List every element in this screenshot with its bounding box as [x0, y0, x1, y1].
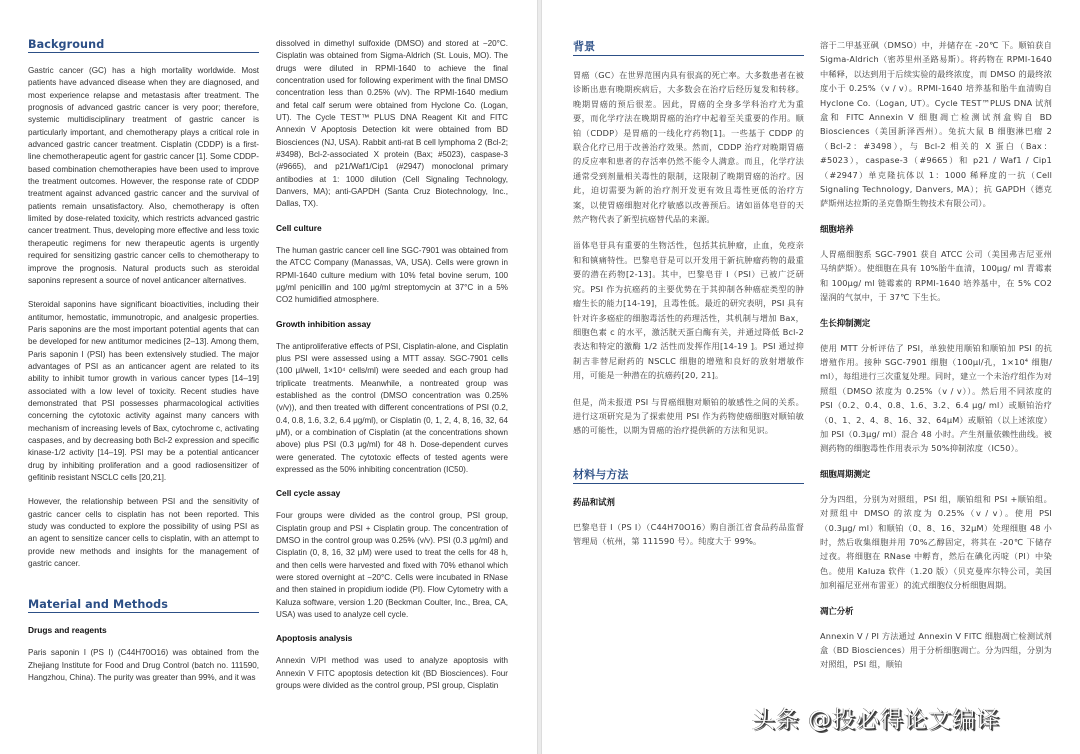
background-paragraph-2-zh: 甾体皂苷具有重要的生物活性，包括其抗肿瘤，止血，免疫亲和和镇痛特性。巴黎皂苷是可以开发用于新抗肿瘤药物的最重要的潜在药物[2-13]。其中，巴黎皂苷 I（PSI）已被广泛研究。PSI 作为抗癌药的主要优势在于其抑制各种癌症类型的肿瘤生长的能力[14-19]，且毒性低。最近的研究表明，PSI 具有针对许多癌症的细胞毒活性的药理活性，其机制与增加 Bax，细胞色素 c 的水平，激活胱天蛋白酶有关，并通过降低 Bcl-2 表达和特定的激酶 1/2 活性而发挥作用[14-19 ]。PSI 通过抑制吉非替尼耐药的 NSCLC 细胞的增殖和良好的放射增敏作用，可能是一种潜在的抗癌药[20, 21]。 [573, 240, 804, 381]
english-column-2 [276, 38, 508, 692]
subsection-title-apoptosis: Apoptosis analysis [276, 633, 353, 644]
background-paragraph-1-zh: 胃癌（GC）在世界范围内具有很高的死亡率。大多数患者在被诊断出患有晚期疾病后，大多数会在治疗后经历复发和转移。晚期胃癌的预后很差。因此，胃癌的全身多学科治疗尤为重要，而化学疗法在晚期胃癌的治疗中起着至关重要的作用。顺铂（CDDP）是胃癌的一线化疗药物[1]。一些基于 CDDP 的联合化疗已用于改善治疗效果。然而，CDDP 治疗对晚期胃癌的反应率和患者的存活率仍然不能令人满意。而且，化学疗法通常受到剂量相关毒性的限制，这限制了晚期胃癌的治疗。因此，迫切需要为新的治疗剂开发更有效且毒性更低的治疗方案，以使胃癌细胞对化疗敏感以改善预后。诸如甾体皂苷的天然产物代表了新型抗癌替代品的来源。 [573, 70, 804, 225]
subsection-title-cell-culture: Cell culture [276, 222, 322, 233]
subsection-title-drugs: Drugs and reagents [28, 625, 107, 636]
subsection-title-drugs-zh: 药品和试剂 [573, 496, 615, 507]
subsection-title-cell-cycle-zh: 细胞周期测定 [820, 468, 871, 479]
apoptosis-paragraph: Annexin V/PI method was used to analyze apoptosis with Annexin V FITC apoptosis detection kit (BD Biosciences). Four groups were divided as the control group, PSI group, Cisplatin [276, 656, 508, 691]
watermark: 头条 @投必得论文编译 [752, 707, 1001, 733]
drugs-paragraph-zh: 巴黎皂苷 I（PS I）（C44H70O16）购自浙江省食品药品监督管理局（杭州，第 111590 号）。纯度大于 99%。 [573, 521, 804, 547]
section-title-background-zh: 背景 [573, 38, 804, 56]
subsection-title-growth-zh: 生长抑制测定 [820, 317, 871, 328]
cell-culture-paragraph-zh: 人胃癌细胞系 SGC-7901 获自 ATCC 公司（美国弗吉尼亚州马纳萨斯）。使细胞在具有 10%胎牛血清，100μg/ ml 青霉素和 100μg/ ml 链霉素的 RPMI-1640 培养基中，在 5% CO2 湿润的气氛中，于 37℃ 下生长。 [820, 248, 1052, 303]
apoptosis-paragraph-zh: Annexin V / PI 方法通过 Annexin V FITC 细胞凋亡检测试剂盒（BD Biosciences）用于分析细胞凋亡。分为四组，分别为对照组，PSI 组，顺铂 [820, 630, 1052, 670]
chinese-column-2 [820, 38, 1052, 672]
section-title-methods-zh: 材料与方法 [573, 466, 804, 484]
background-paragraph-3: However, the relationship between PSI and the sensitivity of gastric cancer cells to cisplatin has not been reported. This study was conducted to explore the possibility of using PSI as an agent to sensitize cancer cells to cisplatin, with an attempt to provide new methods and insights for the management of gastric cancer. [28, 497, 259, 569]
subsection-title-growth: Growth inhibition assay [276, 318, 371, 329]
background-paragraph-3-zh: 但是，尚未报道 PSI 与胃癌细胞对顺铂的敏感性之间的关系。进行这项研究是为了探索使用 PSI 作为药物使癌细胞对顺铂敏感的可能性，以期为胃癌的治疗提供新的方法和见识。 [573, 396, 804, 436]
drugs-paragraph: Paris saponin I (PS I) (C44H70O16) was obtained from the Zhejiang Institute for Food and Drug Control (batch no. 111590, Hangzhou, China). The purity was greater than 99%, and it was [28, 648, 259, 683]
cell-culture-paragraph: The human gastric cancer cell line SGC-7901 was obtained from the ATCC Company (Manassas, VA, USA). Cells were grown in RPMI-1640 culture medium with 10% fetal bovine serum, 100 μg/ml penicillin and 100 μg/ml streptomycin at 37°C in a 5% CO2 humidified atmosphere. [276, 245, 508, 305]
growth-paragraph-zh: 使用 MTT 分析评估了 PSI，单独使用顺铂和顺铂加 PSI 的抗增殖作用。接种 SGC-7901 细胞（100μl/孔，1×10⁴ 细胞/ ml），每组进行三次重复处理。同时，建立一个未治疗组作为对照组（DMSO 浓度为 0.25%（v / v））。然后用不同浓度的 PSI（0.2、0.4、0.8、1.6、3.2、6.4 μg/ ml）或顺铂治疗（0、1、2、4、8、16、32、64μM）或顺铂（以上述浓度）加 PSI（0.3μg/ ml）混合 48 小时。产生剂量依赖性曲线。被测药物的细胞毒性作用表示为 50%抑制浓度（IC50）。 [820, 342, 1052, 454]
section-title-methods: Material and Methods [28, 598, 259, 613]
subsection-title-apoptosis-zh: 凋亡分析 [820, 605, 854, 616]
drugs-continued-paragraph: dissolved in dimethyl sulfoxide (DMSO) and stored at −20°C. Cisplatin was obtained from Sigma-Aldrich (St. Louis, MO). The drugs were diluted in RPMI-1640 to achieve the final concentration used for following experiment with the final DMSO concentration less than 0.25% (v/v). The RPMI-1640 medium and fetal calf serum were obtained from Hyclone Co. (Logan, UT). The Cycle TEST™ PLUS DNA Reagent Kit and FITC Annexin V Apoptosis Detection kit were obtained from BD Biosciences (NJ, USA). Rabbit anti-rat B cell lymphoma 2 (Bcl-2; #3498), Bcl-2-associated X protein (Bax; #5023), caspase-3 (#9665), and p21/Waf1/Cip1 (#2947) monoclonal primary antibodies at 1: 1000 dilution (Cell Signaling Technology, Danvers, MA); anti-GAPDH (Santa Cruz Biotechnology, Inc., Dallas, TX). [276, 39, 508, 209]
background-paragraph-2: Steroidal saponins have significant bioactivities, including their antitumor, hemostatic, immunotropic, and analgesic properties. Paris saponins are the most important potential agents that can be developed for new antitumor medicines [2–13]. Among them, Paris saponin I (PSI) has been extensively studied. The major advantages of PSI as an anticancer agent are related to its ability to inhibit tumor growth in various cancer types [14–19] associated with a low level of toxicity. Recent studies have demonstrated that PSI possesses pharmacological activities concerning the cytotoxic activity against many cancers with mechanism of increasing levels of Bax, cytochrome c, activating caspases, and by decreasing both Bcl-2 expression and specific kinase-1/2 activity [14–19]. PSI may be a potential anticancer drug by inhibiting proliferation and a good radiosensitizer of gefitinib resistant NSCLC cells [20,21]. [28, 300, 259, 482]
growth-paragraph: The antiproliferative effects of PSI, Cisplatin-alone, and Cisplatin plus PSI were assessed using a MTT assay. SGC-7901 cells (100 μl/well, 1×10⁴ cells/ml) were seeded and each group had triplicate treatments. Meanwhile, a nontreated group was established as the control (DMSO concentration was 0.25% (v/v)), and then treated with different concentrations of PSI (0.2, 0.4, 0.8, 1.6, 3.2, 6.4 μg/ml), or Cisplatin (0, 1, 2, 4, 8, 16, 32, 64 μM), or a combination of Cisplatin (at the concentrations shown above) plus PSI (0.3 μg/ml) for 48 h. Dose-dependent curves were generated. The cytotoxic effects of tested agents were expressed as the 50% inhibiting concentration (IC50). [276, 341, 508, 474]
cell-cycle-paragraph: Four groups were divided as the control group, PSI group, Cisplatin group and PSI + Cisplatin group. The concentration of DMSO in the control group was 0.25% (v/v). PSI (0.3 μg/ml) and Cisplatin (0, 8, 16, 32 μM) were used to treat the cells for 48 h, and then cells were harvested and fixed with 70% ethanol which were stored overnight at −20°C. Cells were incubated in RNase and then stained in propidium iodide (PI). Flow Cytometry with a Kaluza software, version 1.20 (Beckman Coulter, Inc., Brea, CA, USA) was used to analyze cell cycle. [276, 511, 508, 620]
section-title-background: Background [28, 38, 259, 53]
english-column-1 [28, 38, 259, 684]
background-paragraph-1: Gastric cancer (GC) has a high mortality worldwide. Most patients have advanced disease when they are diagnosed, and most experience relapse and metastasis after treatment. The prognosis of advanced gastric cancer is very poor; therefore, systemic multidisciplinary treatment of gastric cancer is particularly important, and chemotherapy plays a critical role in advanced gastric cancer treatment. Cisplatin (CDDP) is a first-line chemotherapeutic agent for gastric cancer [1]. Some CDDP-based combination chemotherapies have been used to improve the treatment outcomes. However, the response rate of CDDP treatment against advanced gastric cancer and the survival of patients remain unsatisfactory. Also, chemotherapy is often limited by dose-related toxicity, which restricts advanced gastric cancer treatment. Thus, developing more effective and less toxic therapeutic regimens for new therapeutic agents is urgently required for sensitizing gastric cancer cells to chemotherapy to improve the prognosis. Natural products such as steroidal saponins represent a source of novel anticancer alternatives. [28, 66, 259, 285]
drugs-continued-paragraph-zh: 溶于二甲基亚砜（DMSO）中，并储存在 -20℃ 下。顺铂获自 Sigma-Aldrich（密苏里州圣路易斯）。将药物在 RPMI-1640 中稀释，以达到用于后续实验的最终浓度，而 DMSO 的最终浓度小于 0.25%（v / v）。RPMI-1640 培养基和胎牛血清购自 Hyclone Co.（Logan, UT）。Cycle TEST™PLUS DNA 试剂盒和 FITC Annexin V 细胞凋亡检测试剂盒购自 BD Biosciences（美国新泽西州）。兔抗大鼠 B 细胞淋巴瘤 2（Bcl-2：#3498），与 Bcl-2 相关的 X 蛋白（Bax：#5023），caspase-3（#9665）和 p21 / Waf1 / Cip1（#2947）单克隆抗体以 1：1000 稀释度的一抗（Cell Signaling Technology, Danvers, MA）；抗 GAPDH（德克萨斯州达拉斯的圣克鲁斯生物技术有限公司）。 [820, 40, 1052, 209]
subsection-title-cell-culture-zh: 细胞培养 [820, 223, 854, 234]
cell-cycle-paragraph-zh: 分为四组，分别为对照组，PSI 组，顺铂组和 PSI +顺铂组。对照组中 DMSO 的浓度为 0.25%（v / v）。使用 PSI（0.3μg/ ml）和顺铂（0、8、16、32μM）处理细胞 48 小时，然后收集细胞并用 70%乙醇固定，将其在 -20℃ 下储存过夜。将细胞在 RNase 中孵育，然后在碘化丙啶（PI）中染色。使用 Kaluza 软件（1.20 版）（贝克曼库尔特公司，美国加利福尼亚州布雷亚）的流式细胞仪分析细胞周期。 [820, 493, 1052, 591]
subsection-title-cell-cycle: Cell cycle assay [276, 488, 341, 499]
chinese-column-1 [573, 38, 804, 549]
